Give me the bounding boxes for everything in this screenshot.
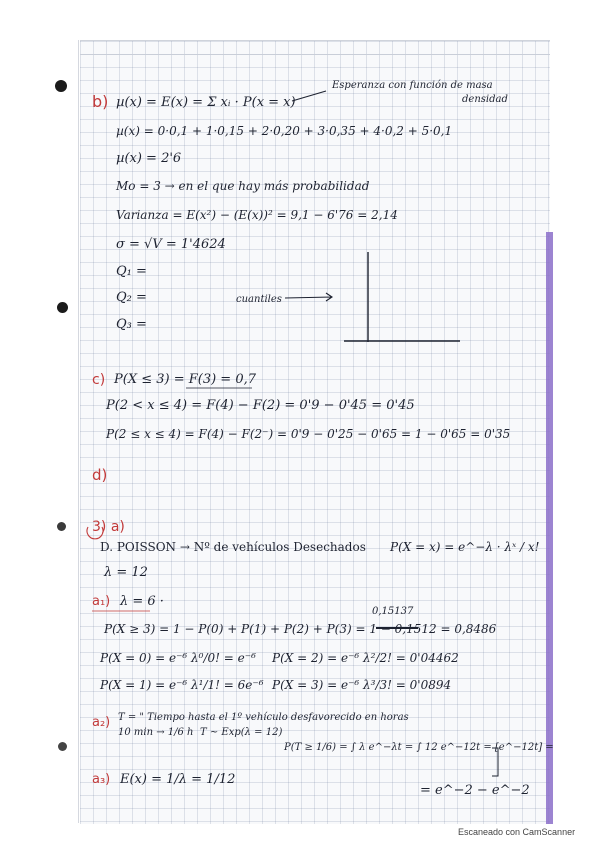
a3-label: a₃) bbox=[92, 772, 111, 787]
lambda-value: λ = 12 bbox=[104, 565, 148, 580]
scanner-footer: Escaneado con CamScanner bbox=[458, 827, 576, 837]
annotation-note-2: densidad bbox=[462, 94, 508, 105]
p-two: P(X = 2) = e⁻⁶ λ²/2! = 0'04462 bbox=[272, 651, 459, 665]
a2-definition: T = " Tiempo hasta el 1º vehículo desfavorecido en horas bbox=[118, 712, 409, 723]
a1-lambda: λ = 6 · bbox=[120, 594, 164, 609]
integral-bracket bbox=[492, 748, 498, 776]
quartile-3: Q₃ = bbox=[116, 317, 147, 332]
annotation-note: Esperanza con función de masa bbox=[332, 80, 493, 91]
section-3-circle bbox=[87, 527, 103, 539]
poisson-heading: D. POISSON → Nº de vehículos Desechados bbox=[100, 540, 366, 554]
mean-value: µ(x) = 2'6 bbox=[116, 151, 182, 166]
p-three: P(X = 3) = e⁻⁶ λ³/3! = 0'0894 bbox=[272, 678, 452, 692]
section-3-label: 3) a) bbox=[92, 519, 125, 535]
p-zero: P(X = 0) = e⁻⁶ λ⁰/0! = e⁻⁶ bbox=[100, 651, 256, 665]
c-line-2: P(2 < x ≤ 4) = F(4) − F(2) = 0'9 − 0'45 = 0'45 bbox=[106, 398, 415, 413]
a2-conversion: 10 min → 1/6 h bbox=[118, 727, 194, 738]
expectation-definition: µ(x) = E(x) = Σ xᵢ · P(x = x) bbox=[116, 95, 296, 110]
section-b-label: b) bbox=[92, 92, 109, 111]
annotation-arrow bbox=[292, 91, 326, 101]
variance-line: Varianza = E(x²) − (E(x))² = 9,1 − 6'76 = 2,14 bbox=[116, 208, 398, 222]
prob-complement: P(X ≥ 3) = 1 − P(0) + P(1) + P(2) + P(3) = 1 − 0,1512 = 0,8486 bbox=[104, 622, 497, 636]
mean-sum: µ(x) = 0·0,1 + 1·0,15 + 2·0,20 + 3·0,35 + 4·0,2 + 5·0,1 bbox=[116, 124, 453, 138]
a2-result: = e^−2 − e^−2 bbox=[420, 783, 530, 798]
a2-integral: P(T ≥ 1/6) = ∫ λ e^−λt = ∫ 12 e^−12t = [e^−12t] = bbox=[284, 742, 554, 753]
poisson-formula: P(X = x) = e^−λ · λˣ / x! bbox=[390, 540, 540, 554]
section-d-label: d) bbox=[92, 466, 108, 484]
a2-label: a₂) bbox=[92, 715, 111, 730]
prob-top-value: 0,15137 bbox=[372, 606, 414, 617]
a2-distribution: T ~ Exp(λ = 12) bbox=[200, 727, 283, 738]
c-line-3: P(2 ≤ x ≤ 4) = F(4) − F(2⁻) = 0'9 − 0'25 − 0'65 = 1 − 0'65 = 0'35 bbox=[106, 427, 511, 441]
quantiles-note: cuantiles bbox=[236, 294, 282, 305]
c-line-1: P(X ≤ 3) = F(3) = 0,7 bbox=[114, 372, 256, 387]
section-c-label: c) bbox=[92, 372, 106, 388]
quartile-1: Q₁ = bbox=[116, 264, 147, 279]
quantiles-arrow bbox=[285, 293, 332, 301]
quartile-2: Q₂ = bbox=[116, 290, 147, 305]
a3-expectation: E(x) = 1/λ = 1/12 bbox=[120, 772, 236, 787]
a1-label: a₁) bbox=[92, 594, 111, 609]
std-dev-line: σ = √V = 1'4624 bbox=[116, 237, 226, 252]
mode-line: Mo = 3 → en el que hay más probabilidad bbox=[116, 179, 370, 193]
p-one: P(X = 1) = e⁻⁶ λ¹/1! = 6e⁻⁶ bbox=[100, 678, 264, 692]
